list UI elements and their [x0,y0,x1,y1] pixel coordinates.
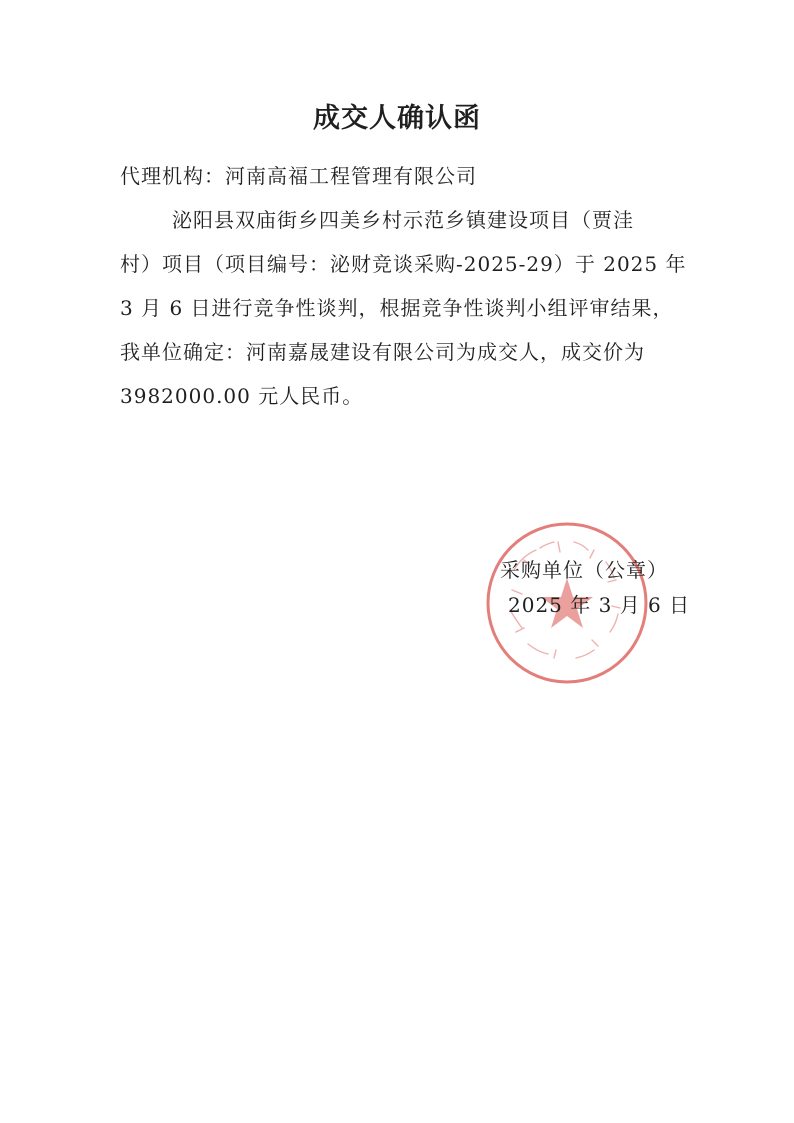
body-line-3: 3 月 6 日进行竞争性谈判，根据竞争性谈判小组评审结果， [120,296,674,320]
agency-line: 代理机构：河南高福工程管理有限公司 [120,164,477,188]
body-line-4: 我单位确定：河南嘉晟建设有限公司为成交人，成交价为 [120,340,645,364]
signature-date: 2025 年 3 月 6 日 [508,593,691,617]
body-line-2: 村）项目（项目编号：泌财竞谈采购-2025-29）于 2025 年 [120,252,687,276]
body-line-5: 3982000.00 元人民币。 [120,384,364,408]
body-line-1: 泌阳县双庙街乡四美乡村示范乡镇建设项目（贾洼 [172,208,634,232]
signature-unit: 采购单位（公章） [500,558,668,582]
document-title: 成交人确认函 [313,103,481,134]
